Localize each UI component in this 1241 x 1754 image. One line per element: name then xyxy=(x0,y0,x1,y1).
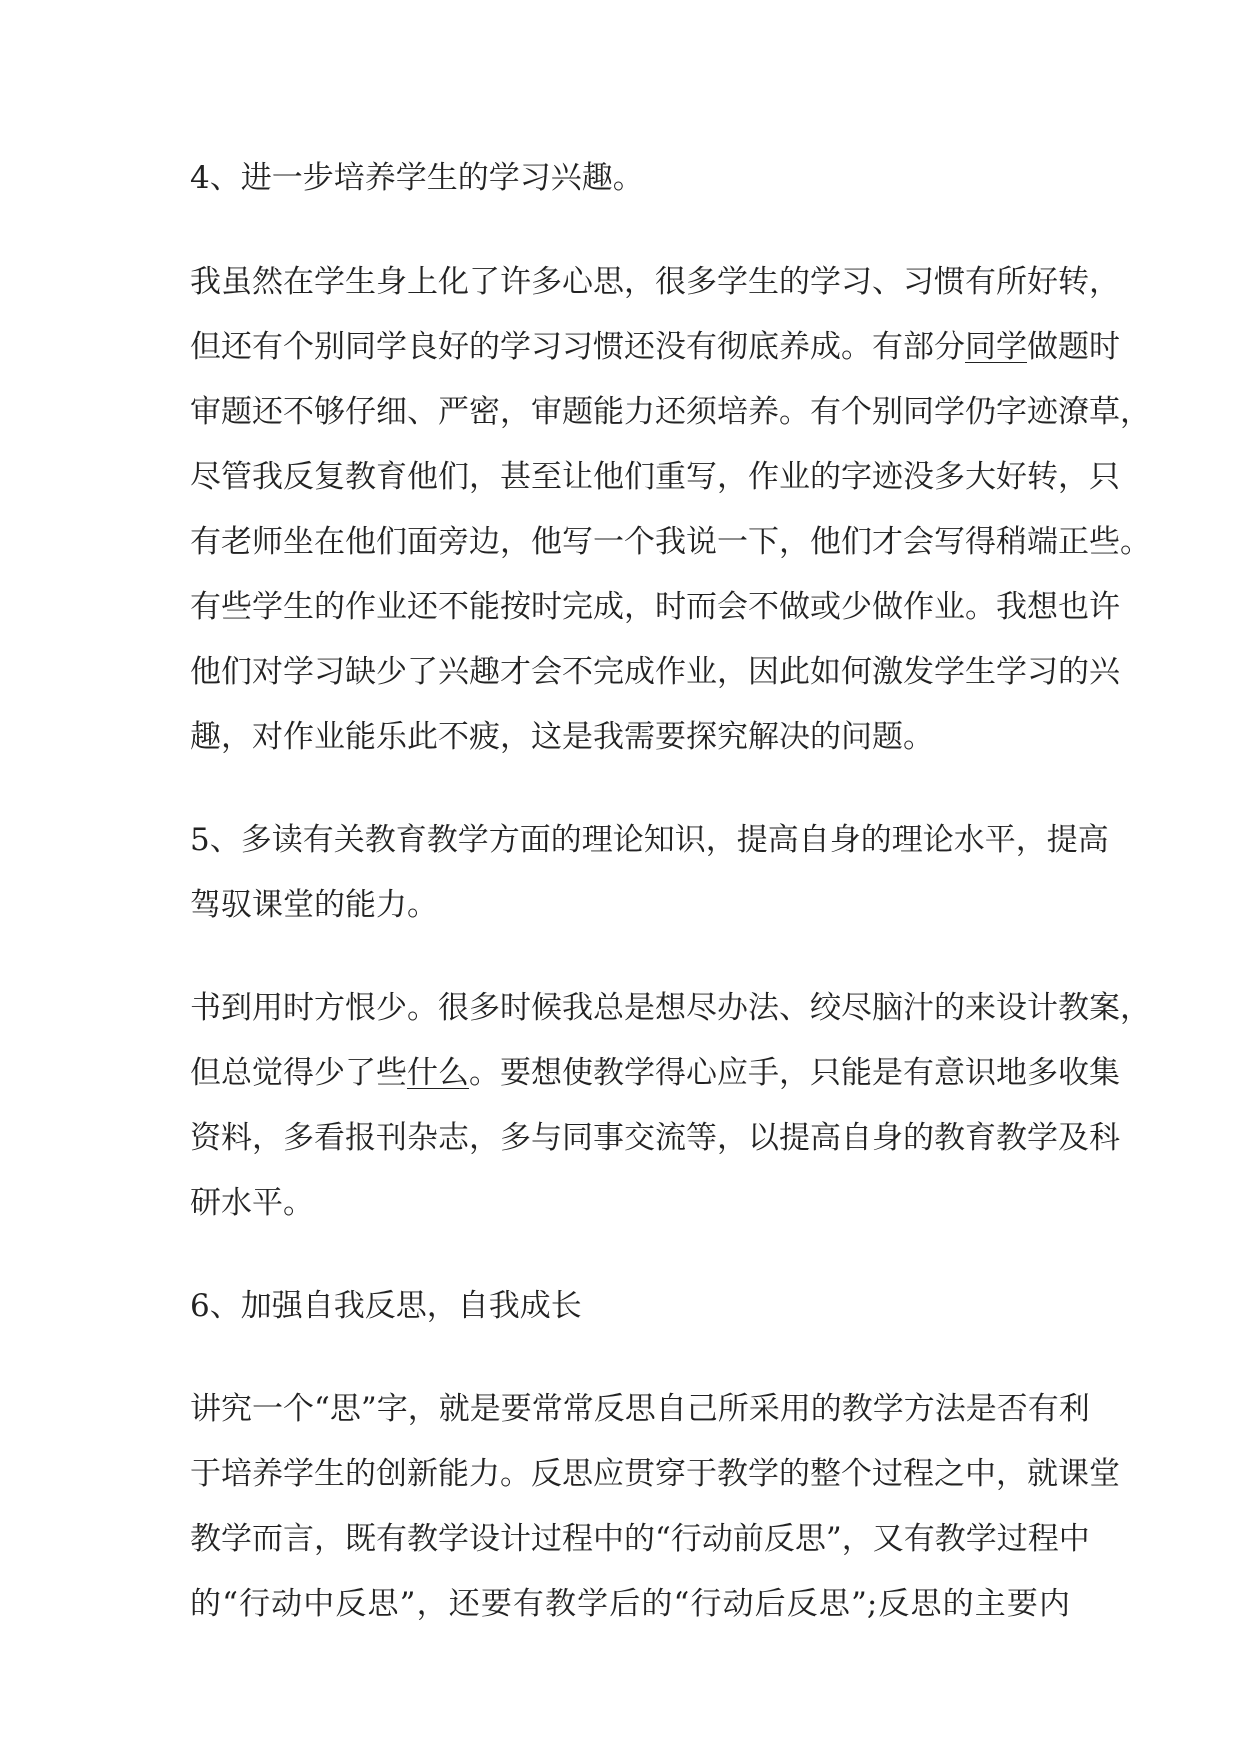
paragraph-5-line-2 xyxy=(190,1053,1120,1093)
heading-5-line-1: 5、多读有关教育教学方面的理论知识，提高自身的理论水平，提高 xyxy=(190,822,1109,858)
paragraph-6-line-1: 讲究一个“思”字，就是要常常反思自己所采用的教学方法是否有利 xyxy=(190,1391,1090,1427)
paragraph-6-line-4: 的“行动中反思”，还要有教学后的“行动后反思”;反思的主要内 xyxy=(190,1586,1070,1622)
text-segment: 但总觉得少了些 xyxy=(190,1055,407,1091)
paragraph-4-line-8: 趣，对作业能乐此不疲，这是我需要探究解决的问题。 xyxy=(190,719,934,755)
paragraph-5-line-4: 研水平。 xyxy=(190,1185,314,1221)
text-segment: 做题时 xyxy=(1027,329,1120,365)
paragraph-4-line-4: 尽管我反复教育他们，甚至让他们重写，作业的字迹没多大好转，只 xyxy=(190,459,1120,495)
heading-6: 6、加强自我反思，自我成长 xyxy=(190,1288,582,1324)
paragraph-5-line-3: 资料，多看报刊杂志，多与同事交流等，以提高自身的教育教学及科 xyxy=(190,1120,1120,1156)
paragraph-4-line-1: 我虽然在学生身上化了许多心思，很多学生的学习、习惯有所好转， xyxy=(190,264,1120,300)
heading-4: 4、进一步培养学生的学习兴趣。 xyxy=(190,160,644,196)
text-segment: 但还有个别同学良好的学习习惯还没有彻底养成。有部分 xyxy=(190,329,965,365)
paragraph-6-line-3: 教学而言，既有教学设计过程中的“行动前反思”，又有教学过程中 xyxy=(190,1521,1090,1557)
paragraph-4-line-5: 有老师坐在他们面旁边，他写一个我说一下，他们才会写得稍端正些。 xyxy=(190,524,1151,560)
link-classmates[interactable]: 同学 xyxy=(965,329,1027,365)
paragraph-4-line-7: 他们对学习缺少了兴趣才会不完成作业，因此如何激发学生学习的兴 xyxy=(190,654,1120,690)
text-segment: 。要想使教学得心应手，只能是有意识地多收集 xyxy=(469,1055,1120,1091)
heading-5-line-2: 驾驭课堂的能力。 xyxy=(190,887,438,923)
link-something[interactable]: 什么 xyxy=(407,1055,469,1091)
paragraph-4-line-2 xyxy=(190,327,1120,367)
paragraph-4-line-3: 审题还不够仔细、严密，审题能力还须培养。有个别同学仍字迹潦草， xyxy=(190,394,1151,430)
paragraph-6-line-2: 于培养学生的创新能力。反思应贯穿于教学的整个过程之中，就课堂 xyxy=(190,1456,1120,1492)
paragraph-5-line-1: 书到用时方恨少。很多时候我总是想尽办法、绞尽脑汁的来设计教案， xyxy=(190,990,1151,1026)
paragraph-4-line-6: 有些学生的作业还不能按时完成，时而会不做或少做作业。我想也许 xyxy=(190,589,1120,625)
